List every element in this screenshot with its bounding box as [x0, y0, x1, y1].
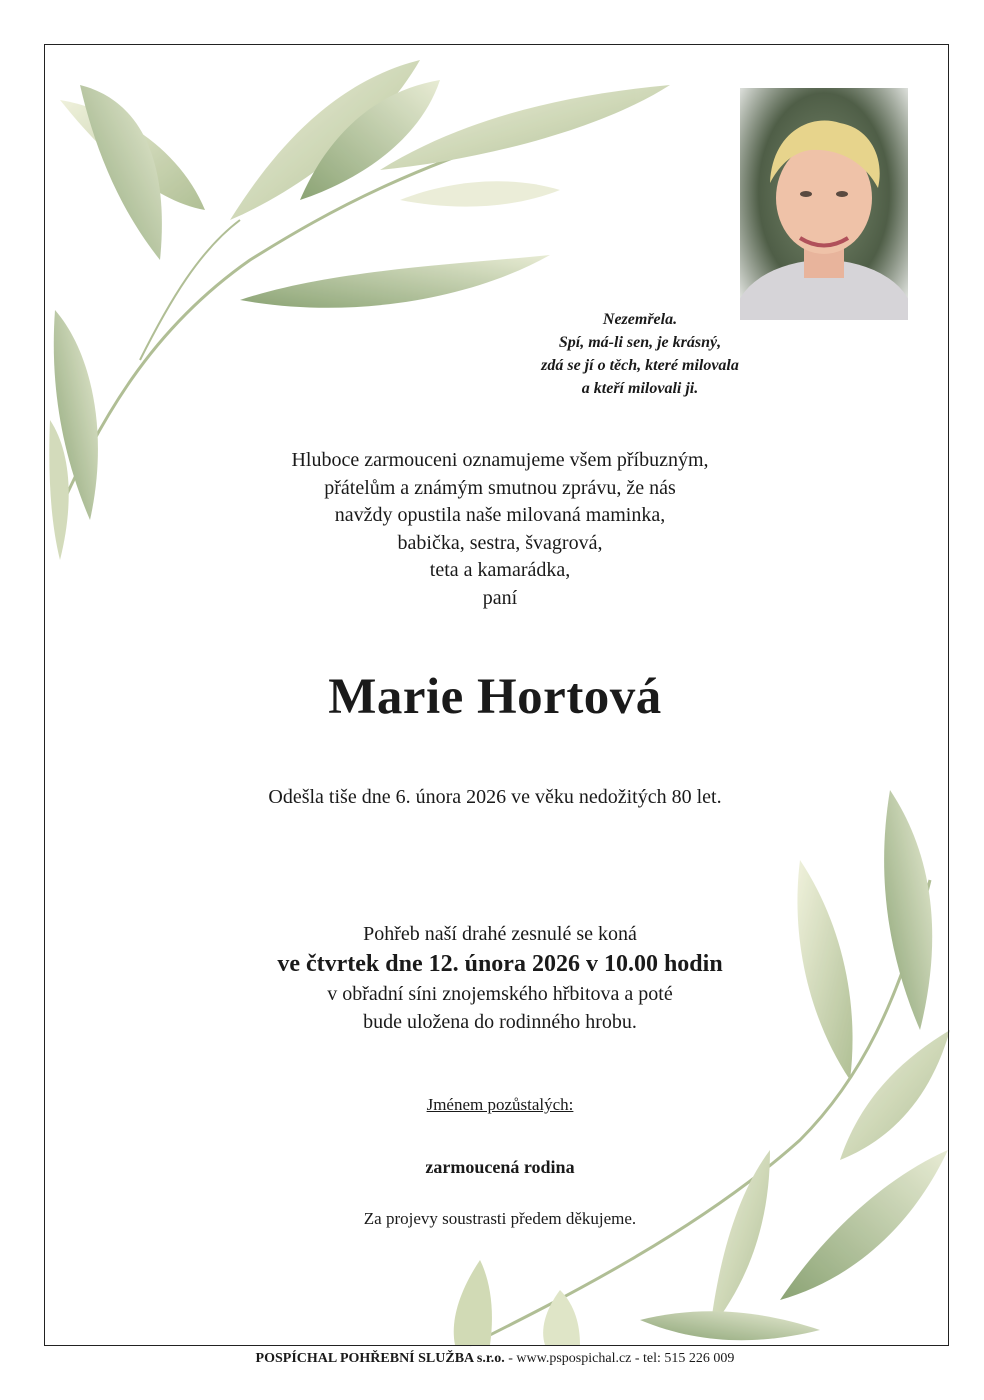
announcement-line: navždy opustila naše milovaná maminka, — [334, 504, 666, 526]
funeral-details — [190, 920, 810, 1036]
funeral-line: Pohřeb naší drahé zesnulé se koná — [363, 923, 637, 945]
quote-line: Spí, má-li sen, je krásný, — [558, 334, 722, 351]
memorial-quote — [480, 308, 800, 400]
footer-company: POSPÍCHAL POHŘEBNÍ SLUŽBA s.r.o. — [255, 1351, 505, 1366]
announcement-line: paní — [482, 586, 518, 609]
footer-contact: - www.pspospichal.cz - tel: 515 226 009 — [504, 1351, 735, 1366]
signature-label: Jménem pozůstalých: — [426, 1095, 574, 1114]
announcement-line: babička, sestra, švagrová, — [397, 531, 603, 554]
deceased-name: Marie Hortová — [328, 669, 662, 725]
portrait-photo — [740, 88, 908, 320]
funeral-date-time: ve čtvrtek dne 12. února 2026 v 10.00 hodin — [277, 951, 723, 977]
announcement-text — [200, 447, 800, 612]
announcement-line: Hluboce zarmouceni oznamujeme všem příbuzným, — [291, 449, 709, 471]
quote-line: a kteří milovali ji. — [581, 380, 699, 397]
death-notice: Odešla tiše dne 6. února 2026 ve věku nedožitých 80 let. — [268, 786, 722, 808]
announcement-line: teta a kamarádka, — [429, 559, 571, 581]
funeral-line: v obřadní síni znojemského hřbitova a poté — [327, 983, 673, 1005]
signature-family: zarmoucená rodina — [425, 1157, 575, 1177]
quote-line: zdá se jí o těch, které milovala — [541, 357, 739, 374]
announcement-line: přátelům a známým smutnou zprávu, že nás — [324, 476, 676, 499]
footer — [100, 1351, 890, 1367]
quote-line: Nezemřela. — [602, 311, 678, 328]
thanks-text: Za projevy soustrasti předem děkujeme. — [363, 1209, 637, 1228]
funeral-line: bude uložena do rodinného hrobu. — [363, 1011, 637, 1033]
